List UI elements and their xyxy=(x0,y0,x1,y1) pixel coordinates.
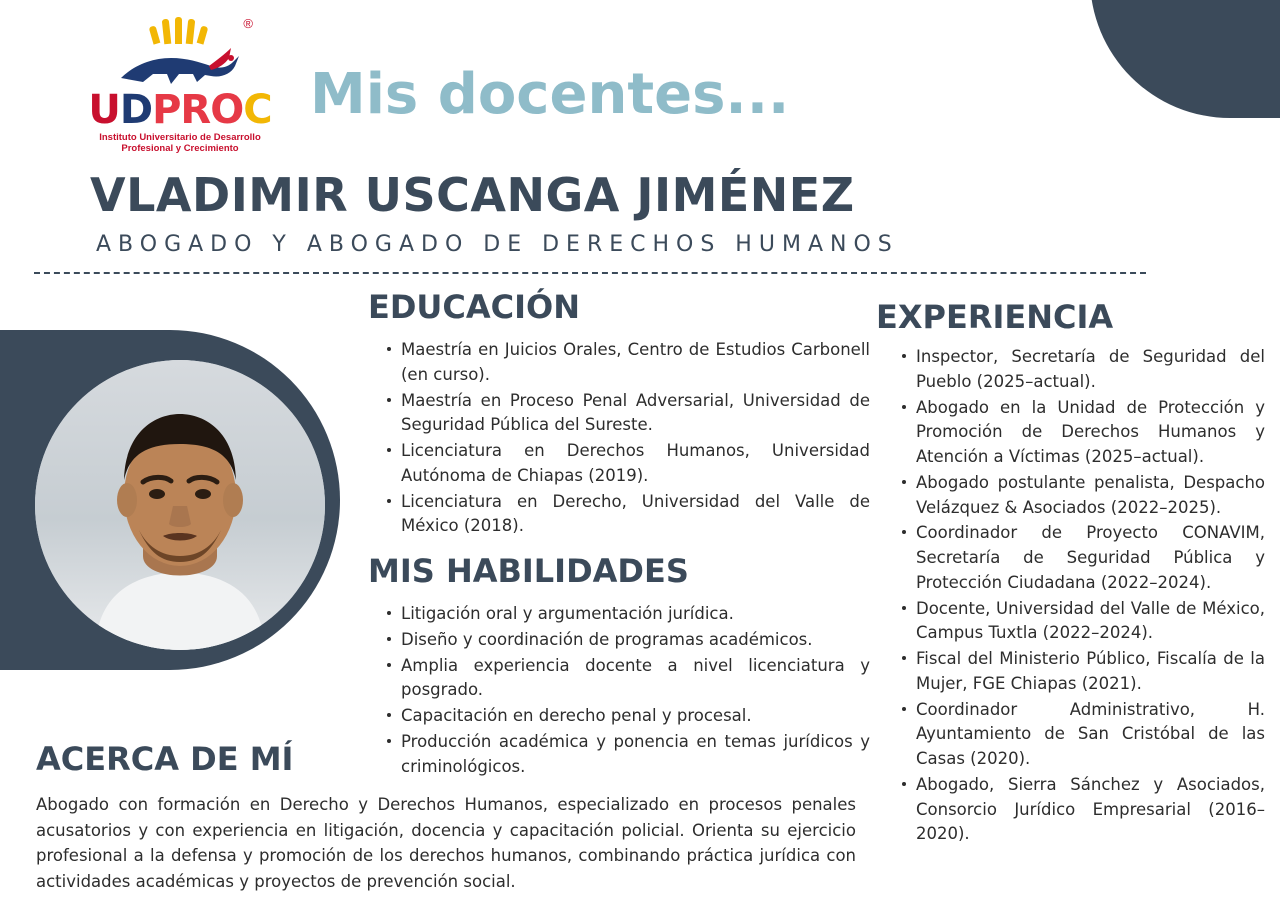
section-title-education: EDUCACIÓN xyxy=(368,288,581,326)
list-item: Abogado en la Unidad de Protección y Promoción de Derechos Humanos y Atención a Víctimas (2025–actual). xyxy=(900,396,1265,470)
education-list xyxy=(385,338,870,540)
list-item: Producción académica y ponencia en temas jurídicos y criminológicos. xyxy=(385,730,870,780)
logo-subtitle-line1: Instituto Universitario de Desarrollo xyxy=(99,132,261,143)
logo-letters-pro: PRO xyxy=(152,87,244,133)
list-item: Coordinador de Proyecto CONAVIM, Secretaría de Seguridad Pública y Protección Ciudadana (2022–2024). xyxy=(900,521,1265,595)
list-item: Litigación oral y argumentación jurídica. xyxy=(385,602,870,627)
list-item: Licenciatura en Derecho, Universidad del Valle de México (2018). xyxy=(385,490,870,540)
header-divider xyxy=(34,272,1146,274)
decorative-corner-shape xyxy=(1090,0,1280,118)
logo-letter-c: C xyxy=(243,87,272,133)
avatar xyxy=(35,360,325,650)
section-title-skills: MIS HABILIDADES xyxy=(368,552,689,590)
list-item: Amplia experiencia docente a nivel licenciatura y posgrado. xyxy=(385,654,870,704)
list-item: Capacitación en derecho penal y procesal. xyxy=(385,704,870,729)
person-name: VLADIMIR USCANGA JIMÉNEZ xyxy=(90,168,855,222)
logo-wordmark xyxy=(85,87,275,133)
person-role: ABOGADO Y ABOGADO DE DERECHOS HUMANOS xyxy=(96,232,899,257)
list-item: Fiscal del Ministerio Público, Fiscalía de la Mujer, FGE Chiapas (2021). xyxy=(900,647,1265,697)
deer-icon xyxy=(85,44,275,90)
about-paragraph: Abogado con formación en Derecho y Derechos Humanos, especializado en procesos penales acusatorios y con experiencia en litigación, docencia y capacitación policial. Orienta su ejercicio profesional a la defensa y promoción de los derechos humanos, combinando práctica jurídica con actividades académicas y proyectos de prevención social. xyxy=(36,795,856,891)
list-item: Docente, Universidad del Valle de México, Campus Tuxtla (2022–2024). xyxy=(900,597,1265,647)
section-title-experience: EXPERIENCIA xyxy=(876,298,1114,336)
list-item: Abogado postulante penalista, Despacho Velázquez & Asociados (2022–2025). xyxy=(900,471,1265,521)
registered-trademark-symbol: ® xyxy=(243,16,253,31)
list-item: Inspector, Secretaría de Seguridad del Pueblo (2025–actual). xyxy=(900,345,1265,395)
list-item: Abogado, Sierra Sánchez y Asociados, Consorcio Jurídico Empresarial (2016–2020). xyxy=(900,773,1265,847)
list-item: Maestría en Proceso Penal Adversarial, Universidad de Seguridad Pública del Sureste. xyxy=(385,389,870,439)
udproc-logo xyxy=(85,14,275,159)
logo-letter-d: D xyxy=(119,87,153,133)
list-item: Licenciatura en Derechos Humanos, Universidad Autónoma de Chiapas (2019). xyxy=(385,439,870,489)
logo-subtitle-line2: Profesional y Crecimiento xyxy=(121,142,239,154)
logo-letter-u: U xyxy=(88,87,120,133)
list-item: Coordinador Administrativo, H. Ayuntamiento de San Cristóbal de las Casas (2020). xyxy=(900,698,1265,772)
list-item: Maestría en Juicios Orales, Centro de Estudios Carbonell (en curso). xyxy=(385,338,870,388)
experience-list xyxy=(900,345,1265,848)
skills-list xyxy=(385,602,870,780)
section-title-about: ACERCA DE MÍ xyxy=(36,740,294,778)
list-item: Diseño y coordinación de programas académicos. xyxy=(385,628,870,653)
page-headline: Mis docentes... xyxy=(310,62,790,127)
